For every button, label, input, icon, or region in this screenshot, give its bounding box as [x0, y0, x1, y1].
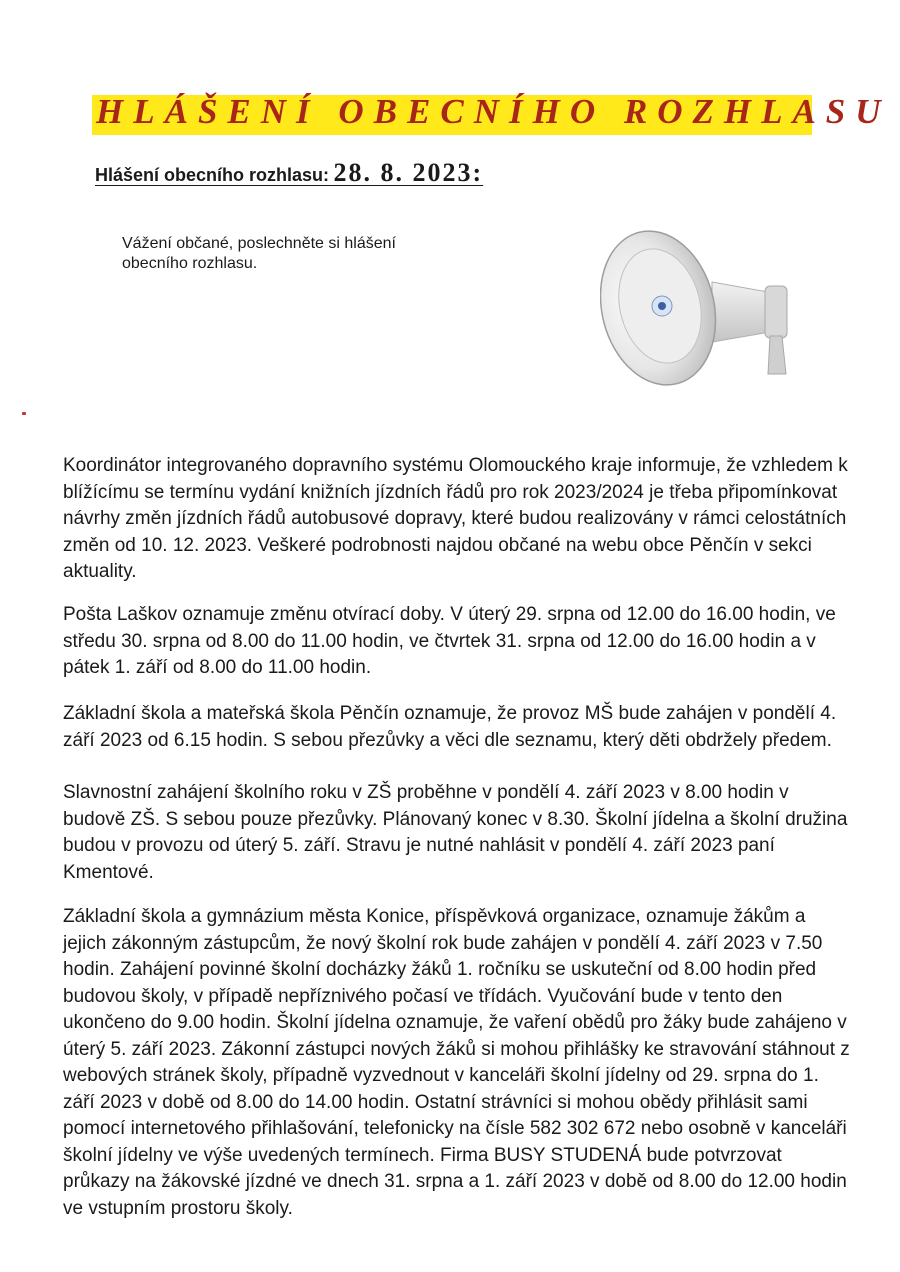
page-title: HLÁŠENÍ OBECNÍHO ROZHLASU	[96, 92, 891, 131]
megaphone-icon	[600, 224, 800, 404]
subtitle	[95, 158, 483, 188]
scan-mark	[22, 412, 26, 415]
announcement-paragraph: Slavnostní zahájení školního roku v ZŠ proběhne v pondělí 4. září 2023 v 8.00 hodin v budově ZŠ. S sebou pouze přezůvky. Plánovaný konec v 8.30. Školní jídelna a školní družina budou v provozu od úterý 5. září. Stravu je nutné nahlásit v pondělí 4. září 2023 paní Kmentové.	[63, 782, 848, 883]
subtitle-date: 28. 8. 2023:	[333, 158, 484, 187]
announcement-paragraph: Koordinátor integrovaného dopravního systému Olomouckého kraje informuje, že vzhledem k blížícímu se termínu vydání knižních jízdních řádů pro rok 2023/2024 je třeba připomínkovat návrhy změn jízdních řádů autobusové dopravy, které budou realizovány v rámci celostátních změn od 10. 12. 2023. Veškeré podrobnosti najdou občané na webu obce Pěnčín v sekci aktuality.	[63, 455, 848, 582]
announcement-paragraph: Základní škola a mateřská škola Pěnčín oznamuje, že provoz MŠ bude zahájen v pondělí 4. září 2023 od 6.15 hodin. S sebou přezůvky a věci dle seznamu, který děti obdržely předem.	[63, 703, 837, 751]
subtitle-label: Hlášení obecního rozhlasu:	[95, 165, 330, 185]
announcement-paragraph: Pošta Laškov oznamuje změnu otvírací doby. V úterý 29. srpna od 12.00 do 16.00 hodin, ve středu 30. srpna od 8.00 do 11.00 hodin, ve čtvrtek 31. srpna od 12.00 do 16.00 hodin a v pátek 1. září od 8.00 do 11.00 hodin.	[63, 604, 836, 678]
greeting-text: Vážení občané, poslechněte si hlášení obecního rozhlasu.	[122, 235, 396, 272]
announcement-paragraph: Základní škola a gymnázium města Konice, příspěvková organizace, oznamuje žákům a jejich zákonným zástupcům, že nový školní rok bude zahájen v pondělí 4. září 2023 v 7.50 hodin. Zahájení povinné školní docházky žáků 1. ročníku se uskuteční od 8.00 hodin před budovou školy, v případě nepříznivého počasí ve třídách. Vyučování bude v tento den ukončeno do 9.00 hodin. Školní jídelna oznamuje, že vaření obědů pro žáky bude zahájeno v úterý 5. září 2023. Zákonní zástupci nových žáků si mohou přihlášky ke stravování stáhnout z webových stránek školy, případně vyzvednout v kanceláři školní jídelny od 29. srpna do 1. září 2023 v době od 8.00 do 14.00 hodin. Ostatní strávníci si mohou obědy přihlásit sami pomocí internetového přihlašování, telefonicky na čísle 582 302 672 nebo osobně v kanceláři školní jídelny ve výše uvedených termínech. Firma BUSY STUDENÁ bude potvrzovat průkazy na žákovské jízdné ve dnech 31. srpna a 1. září 2023 v době od 8.00 do 12.00 hodin ve vstupním prostoru školy.	[63, 906, 850, 1219]
